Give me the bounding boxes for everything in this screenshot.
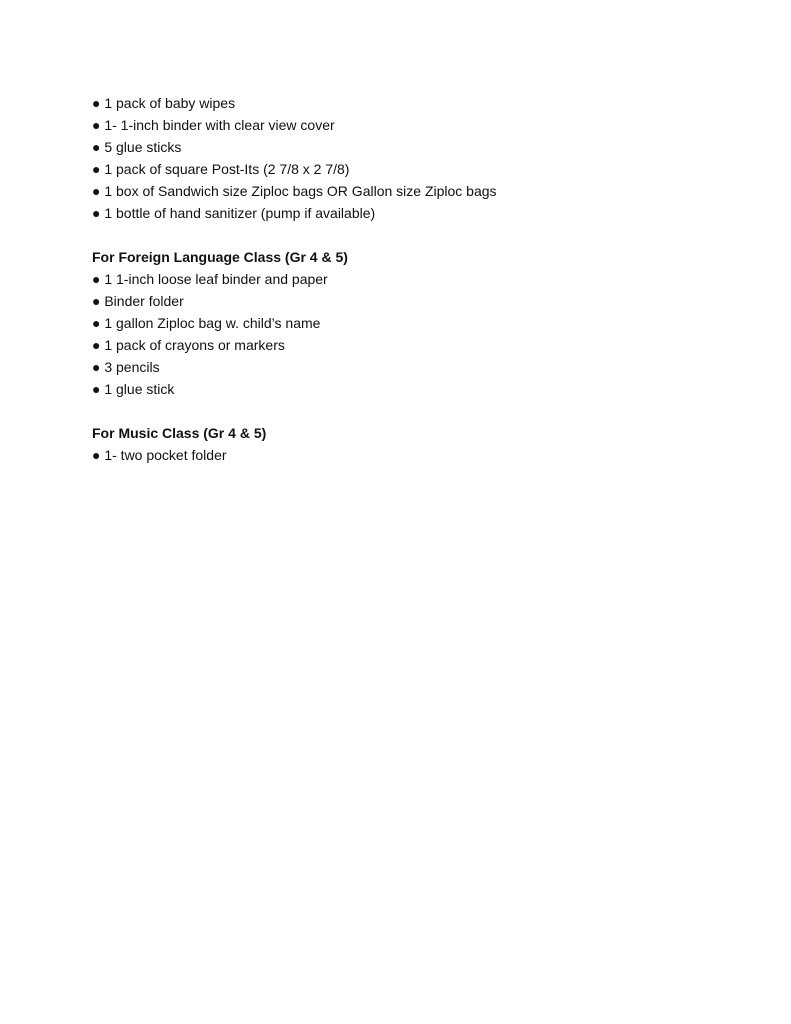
list-item: ● 1 bottle of hand sanitizer (pump if available) [92,205,376,221]
music-section [92,422,732,466]
list-item: ● 5 glue sticks [92,139,182,155]
foreign-language-section [92,246,732,400]
foreign-language-heading: For Foreign Language Class (Gr 4 & 5) [92,249,348,265]
list-item: ● 1 pack of square Post-Its (2 7/8 x 2 7/8) [92,161,350,177]
list-item: ● 1 pack of crayons or markers [92,337,285,353]
list-item: ● 1 1-inch loose leaf binder and paper [92,271,328,287]
list-item: ● 1 box of Sandwich size Ziploc bags OR Gallon size Ziploc bags [92,183,497,199]
document-page [92,92,732,466]
section-spacer [92,224,732,246]
list-item: ● 3 pencils [92,359,160,375]
general-supplies-list [92,92,732,224]
list-item: ● 1- 1-inch binder with clear view cover [92,117,335,133]
list-item: ● Binder folder [92,293,184,309]
list-item: ● 1 pack of baby wipes [92,95,236,111]
section-spacer [92,400,732,422]
list-item: ● 1 gallon Ziploc bag w. child’s name [92,315,321,331]
list-item: ● 1 glue stick [92,381,175,397]
list-item: ● 1- two pocket folder [92,447,227,463]
music-heading: For Music Class (Gr 4 & 5) [92,425,267,441]
